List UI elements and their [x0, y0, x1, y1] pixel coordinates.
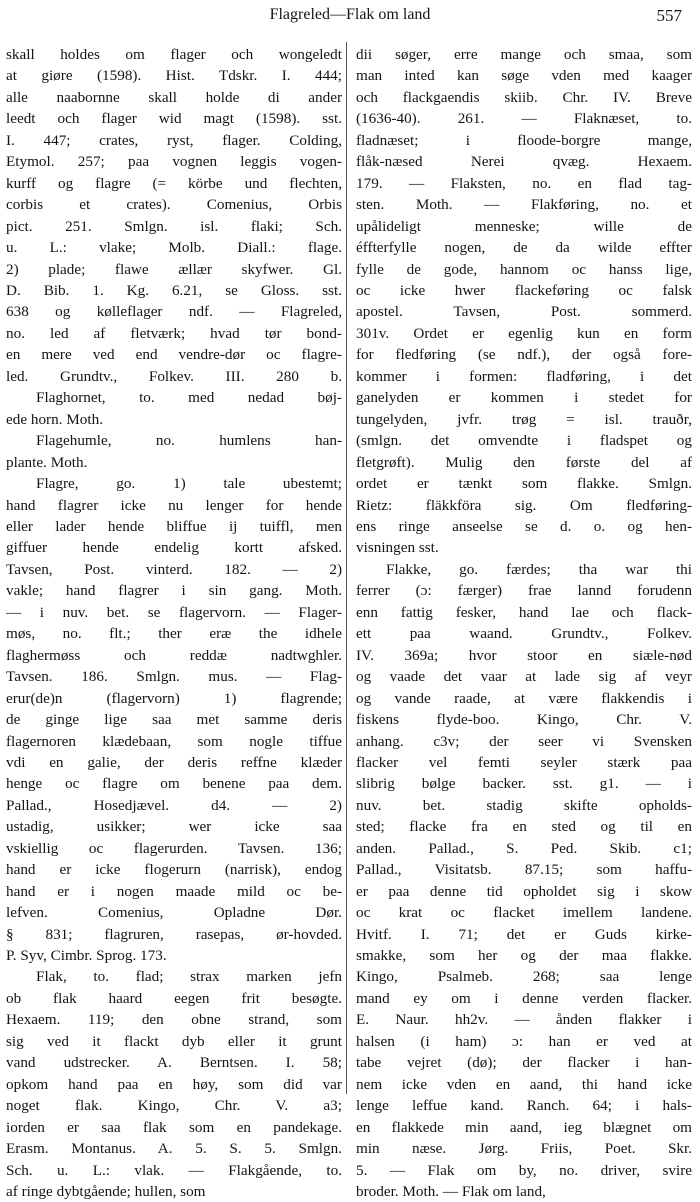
text-line: ustadig, usikker; wer icke saa	[6, 818, 342, 836]
text-line: noget flak. Kingo, Chr. V. a3;	[6, 1097, 342, 1115]
text-line: hand er icke flogerurn (narrisk), endog	[6, 861, 342, 879]
text-line: vskiellig oc flagerurden. Tavsen. 136;	[6, 839, 342, 857]
text-line: erur(de)n (flagervorn) 1) flagrende;	[6, 689, 342, 707]
text-line: tungelyden, jvfr. trøg = isl. trauðr,	[356, 410, 692, 428]
text-line: smakke, som her og der maa flakke.	[356, 947, 692, 965]
text-line: ens ringe anseelse se d. o. og hen-	[356, 517, 692, 535]
text-line: upålideligt menneske; wille de	[356, 217, 692, 235]
text-line: flagernoren klædebaan, som nogle tiffue	[6, 732, 342, 750]
text-line: Flagre, go. 1) tale ubestemt;	[36, 475, 342, 493]
text-line: éffterfylle nogen, de da wilde effter	[356, 239, 692, 257]
text-line: og vaade det vaar at lade sig af veyr	[356, 668, 692, 686]
text-line: leedt och flager wid magt (1598). sst.	[6, 110, 342, 128]
text-line: Rietz: fläkkföra sig. Om fledføring-	[356, 496, 692, 514]
text-line: Flakke, go. færdes; tha war thi	[386, 560, 692, 578]
text-line: skall holdes om flager och wongeledt	[6, 46, 342, 63]
text-line: broder. Moth. — Flak om land,	[356, 1183, 546, 1201]
text-line: oc krat oc flacket imellem landene.	[356, 904, 692, 922]
text-line: dii søger, erre mange och smaa, som	[356, 46, 692, 63]
text-line: Flagehumle, no. humlens han-	[36, 432, 342, 450]
text-line: er paa denne tid opholdet sig i skow	[356, 882, 692, 900]
text-line: halsen (i ham) ɔ: han er ved at	[356, 1032, 692, 1050]
text-line: fylle de gode, hannom oc hanss lige,	[356, 260, 692, 278]
text-line: alle naabornne skall holde di ander	[6, 88, 342, 106]
text-line: flaghermøss och reddæ nadtwghler.	[6, 646, 342, 664]
text-line: (smlgn. det omvendte i fladspet og	[356, 432, 692, 450]
text-line: IV. 369a; hvor stoor en siæle-nød	[356, 646, 692, 664]
text-line: en flakkede min aand, ieg blægnet om	[356, 1118, 692, 1136]
text-line: P. Syv, Cimbr. Sprog. 173.	[6, 947, 167, 965]
text-line: led. Grundtv., Folkev. III. 280 b.	[6, 367, 342, 385]
text-line: giffuer hende endelig kortt afsked.	[6, 539, 342, 557]
page-header	[0, 6, 700, 30]
text-line: Etymol. 257; paa vognen leggis vogen-	[6, 153, 342, 171]
text-line: ordet er tænkt som flakke. Smlgn.	[356, 475, 692, 493]
text-line: hand flagrer icke nu lenger for hende	[6, 496, 342, 514]
text-line: u. L.: vlake; Molb. Diall.: flage.	[6, 239, 342, 257]
text-line: pict. 251. Smlgn. isl. flaki; Sch.	[6, 217, 342, 235]
text-line: vdi en galie, der deris reffne klæder	[6, 753, 342, 771]
text-line: D. Bib. 1. Kg. 6.21, se Gloss. sst.	[6, 281, 342, 299]
text-line: opkom hand paa en høy, som did var	[6, 1075, 342, 1093]
text-line: de ginge lige saa met samme deris	[6, 711, 342, 729]
text-line: I. 447; crates, ryst, flager. Colding,	[6, 131, 342, 149]
text-line: Pallad., Hosedjævel. d4. — 2)	[6, 796, 342, 814]
text-line: ganelyden er kommen i stedet for	[356, 389, 692, 407]
text-line: nem icke vden en aand, thi hand icke	[356, 1075, 692, 1093]
text-line: iorden er saa flak som en pandekage.	[6, 1118, 342, 1136]
text-line: og vande raade, at være flakkendis i	[356, 689, 692, 707]
text-line: ferrer (ɔ: færger) frae lannd forudenn	[356, 582, 692, 600]
running-head: Flagreled—Flak om land	[269, 6, 431, 23]
text-line: Tavsen. 186. Smlgn. mus. — Flag-	[6, 668, 342, 686]
text-line: flåk-næsed Nerei qvæg. Hexaem.	[356, 153, 692, 171]
text-line: hand er i nogen maade mild oc be-	[6, 882, 342, 900]
text-line: no. led af fletværk; hvad tør bond-	[6, 324, 342, 342]
text-line: nuv. bet. stadig skifte opholds-	[356, 796, 692, 814]
text-line: Flaghornet, to. med nedad bøj-	[36, 389, 342, 407]
text-line: sten. Moth. — Flakføring, no. et	[356, 196, 692, 214]
text-line: mand ey om i denne verden flacker.	[356, 989, 692, 1007]
text-line: oc icke hwer flackeføring oc falsk	[356, 281, 692, 299]
text-line: Hvitf. I. 71; det er Guds kirke-	[356, 925, 692, 943]
text-line: visningen sst.	[356, 539, 439, 557]
text-line: slibrig bølge backer. sst. g1. — i	[356, 775, 692, 793]
text-line: (1636-40). 261. — Flaknæset, to.	[356, 110, 692, 128]
text-line: fiskens flyde-boo. Kingo, Chr. V.	[356, 711, 692, 729]
text-line: kurff og flagre (= körbe und flechten,	[6, 174, 342, 192]
text-line: apostel. Tavsen, Post. sommerd.	[356, 303, 692, 321]
right-column	[356, 44, 692, 1202]
text-line: — i nuv. bet. se flagervorn. — Flager-	[6, 603, 342, 621]
text-line: och flackgaendis skiib. Chr. IV. Breve	[356, 88, 692, 106]
text-line: ett paa waand. Grundtv., Folkev.	[356, 625, 692, 643]
text-line: henge oc flagre om benene paa dem.	[6, 775, 342, 793]
text-line: corbis et crates). Comenius, Orbis	[6, 196, 342, 214]
text-line: man inted kan søge vden med kaager	[356, 67, 692, 85]
text-line: vand udstrecker. A. Berntsen. I. 58;	[6, 1054, 342, 1072]
text-line: 5. — Flak om by, no. driver, svire	[356, 1161, 692, 1179]
text-line: 2) plade; flawe ællær skyfwer. Gl.	[6, 260, 342, 278]
text-line: Hexaem. 119; den obne strand, som	[6, 1011, 342, 1029]
text-line: anden. Pallad., S. Ped. Skib. c1;	[356, 839, 692, 857]
text-line: af ringe dybtgående; hullen, som	[6, 1183, 206, 1201]
text-line: lefven. Comenius, Opladne Dør.	[6, 904, 342, 922]
text-line: fletgrøft). Mulig den første del af	[356, 453, 692, 471]
text-line: 301v. Ordet er egenlig kun en form	[356, 324, 692, 342]
text-line: Pallad., Visitatsb. 87.15; som haffu-	[356, 861, 692, 879]
text-line: møs, no. flt.; ther eræ the idhele	[6, 625, 342, 643]
column-divider	[346, 42, 347, 1094]
text-line: Kingo, Psalmeb. 268; saa lenge	[356, 968, 692, 986]
text-line: 638 og kølleflager ndf. — Flagreled,	[6, 303, 342, 321]
text-line: tabe vejret (dø); der flacker i han-	[356, 1054, 692, 1072]
page-number: 557	[656, 6, 682, 25]
text-line: Sch. u. L.: vlak. — Flakgående, to.	[6, 1161, 342, 1179]
left-column	[6, 44, 342, 1202]
text-line: ob flak haard eegen frit besøgte.	[6, 989, 342, 1007]
text-line: eller lader hende bliffue ij tuiffl, men	[6, 517, 342, 535]
text-line: ede horn. Moth.	[6, 410, 104, 428]
text-line: E. Naur. hh2v. — ånden flakker i	[356, 1011, 692, 1029]
text-line: at giøre (1598). Hist. Tdskr. I. 444;	[6, 67, 342, 85]
text-line: fladnæset; i floode-borgre mange,	[356, 131, 692, 149]
text-line: Flak, to. flad; strax marken jefn	[36, 968, 342, 986]
text-line: flacker vel femti seyler stærk paa	[356, 753, 692, 771]
text-line: vakle; hand flagrer i sin gang. Moth.	[6, 582, 342, 600]
text-line: en mere ved end vendre-dør oc flagre-	[6, 346, 342, 364]
text-line: plante. Moth.	[6, 453, 88, 471]
text-line: kommer i formen: fladføring, i det	[356, 367, 692, 385]
text-line: for fledføring (se ndf.), der også fore-	[356, 346, 692, 364]
text-line: min næse. Jørg. Friis, Poet. Skr.	[356, 1140, 692, 1158]
text-line: anhang. c3v; der seer vi Svensken	[356, 732, 692, 750]
text-line: § 831; flagruren, rasepas, ør-hovded.	[6, 925, 342, 943]
text-line: Erasm. Montanus. A. 5. S. 5. Smlgn.	[6, 1140, 342, 1158]
text-line: sig ved it flackt dyb eller it grunt	[6, 1032, 342, 1050]
text-line: 179. — Flaksten, no. en flad tag-	[356, 174, 692, 192]
text-line: enn fattig fesker, hand lae och flack-	[356, 603, 692, 621]
text-line: Tavsen, Post. vinterd. 182. — 2)	[6, 560, 342, 578]
text-line: sted; flacke fra en sted og til en	[356, 818, 692, 836]
text-line: lenge leffue kand. Ranch. 64; i hals-	[356, 1097, 692, 1115]
